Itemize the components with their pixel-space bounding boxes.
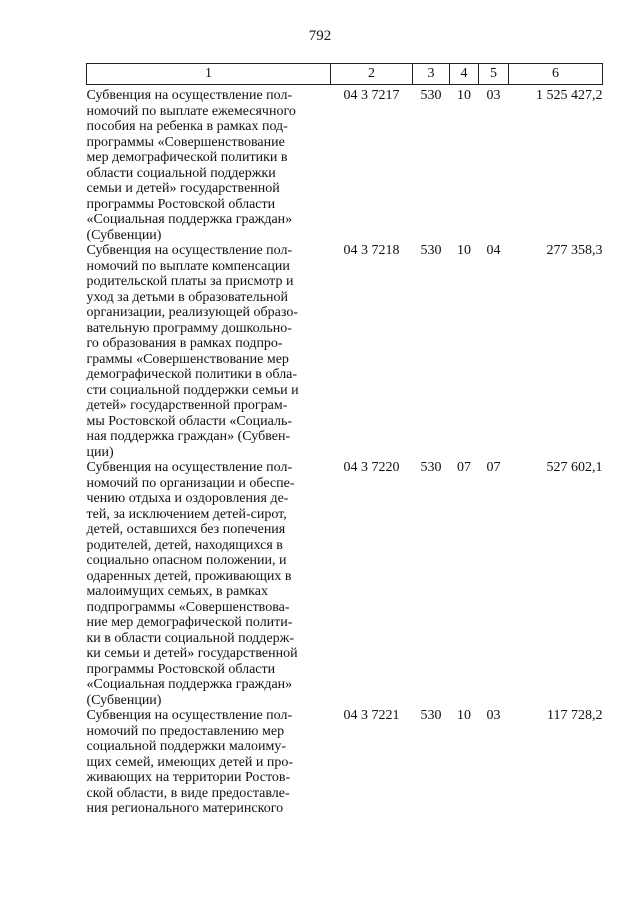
description-line: социально опасном положении, и	[86, 553, 287, 568]
description-line: пособия на ребенка в рамках под-	[86, 119, 288, 134]
column-header-4: 4	[450, 64, 479, 85]
row-section: 10	[457, 708, 471, 723]
row-target-code: 04 3 7221	[343, 708, 400, 723]
description-line: (Субвенции)	[86, 227, 162, 243]
row-section: 07	[457, 460, 471, 475]
row-description	[87, 460, 331, 708]
description-line: области социальной поддержки	[86, 165, 276, 181]
row-expense-type: 530	[420, 243, 442, 258]
description-line: программы «Совершенствование	[86, 134, 285, 150]
description-line: Субвенция на осуществление пол-	[86, 708, 293, 723]
row-subsection: 07	[486, 460, 501, 475]
column-header-1: 1	[87, 64, 331, 85]
table-row	[87, 708, 603, 817]
description-line: ки семьи и детей» государственной	[86, 646, 298, 661]
description-line: ки в области социальной поддерж-	[86, 630, 294, 646]
description-line: номочий по выплате компенсации	[86, 258, 290, 274]
row-description	[87, 243, 331, 460]
description-line: уход за детьми в образовательной	[86, 289, 288, 305]
row-target-code: 04 3 7220	[343, 460, 400, 475]
description-line: программы Ростовской области	[86, 661, 276, 677]
description-line: одаренных детей, проживающих в	[86, 568, 292, 584]
description-line: ния регионального материнского	[86, 801, 284, 816]
description-line: номочий по выплате ежемесячного	[86, 103, 296, 119]
description-line: родительской платы за присмотр и	[86, 274, 294, 289]
description-line: ции)	[86, 444, 114, 460]
row-amount: 1 525 427,2	[536, 88, 603, 103]
description-line: родителей, детей, находящихся в	[86, 537, 283, 553]
description-line: номочий по организации и обеспе-	[86, 475, 295, 491]
description-line: «Социальная поддержка граждан»	[86, 212, 293, 227]
row-amount: 117 728,2	[547, 708, 603, 723]
budget-table	[86, 63, 603, 817]
column-header-3: 3	[413, 64, 450, 85]
description-line: демографической политики в обла-	[86, 367, 298, 382]
description-line: ние мер демографической полити-	[86, 615, 293, 630]
table-row	[87, 88, 603, 243]
description-line: Субвенция на осуществление пол-	[86, 88, 293, 103]
description-line: детей» государственной програм-	[86, 398, 288, 413]
description-line: малоимущих семьях, в рамках	[86, 584, 268, 599]
description-line: социальной поддержки малоиму-	[86, 739, 287, 754]
description-line: Субвенция на осуществление пол-	[86, 243, 293, 258]
description-line: организации, реализующей образо-	[86, 305, 298, 320]
row-target-code: 04 3 7217	[343, 88, 400, 103]
row-target-code: 04 3 7218	[343, 243, 400, 258]
description-line: номочий по предоставлению мер	[86, 723, 285, 739]
description-line: чению отдыха и оздоровления де-	[86, 491, 289, 506]
row-description	[87, 708, 331, 817]
row-subsection: 03	[486, 708, 501, 723]
description-line: ная поддержка граждан» (Субвен-	[86, 429, 291, 444]
row-section: 10	[457, 243, 471, 258]
description-line: го образования в рамках подпро-	[86, 336, 283, 351]
description-line: программы Ростовской области	[86, 196, 276, 212]
row-subsection: 03	[486, 88, 501, 103]
table-row	[87, 460, 603, 708]
description-line: ской области, в виде предоставле-	[86, 785, 290, 801]
row-expense-type: 530	[420, 708, 442, 723]
description-line: граммы «Совершенствование мер	[86, 351, 289, 367]
table-header-row	[87, 64, 603, 85]
description-line: мер демографической политики в	[86, 150, 288, 165]
description-line: (Субвенции)	[86, 692, 162, 708]
row-subsection: 04	[486, 243, 501, 258]
column-header-5: 5	[479, 64, 509, 85]
description-line: сти социальной поддержки семьи и	[86, 382, 299, 398]
page-number: 792	[308, 28, 332, 44]
description-line: подпрограммы «Совершенствова-	[86, 599, 290, 615]
table-row	[87, 243, 603, 460]
description-line: живающих на территории Ростов-	[86, 770, 291, 785]
description-line: «Социальная поддержка граждан»	[86, 677, 293, 692]
column-header-2: 2	[331, 64, 413, 85]
row-amount: 527 602,1	[546, 460, 603, 475]
description-line: вательную программу дошкольно-	[86, 320, 292, 336]
description-line: тей, за исключением детей-сирот,	[86, 506, 287, 522]
row-section: 10	[457, 88, 471, 103]
description-line: Субвенция на осуществление пол-	[86, 460, 293, 475]
row-description	[87, 88, 331, 243]
description-line: щих семей, имеющих детей и про-	[86, 754, 294, 770]
description-line: детей, оставшихся без попечения	[86, 522, 286, 537]
column-header-6: 6	[509, 64, 603, 85]
row-amount: 277 358,3	[546, 243, 603, 258]
description-line: семьи и детей» государственной	[86, 181, 280, 196]
description-line: мы Ростовской области «Социаль-	[86, 413, 293, 429]
row-expense-type: 530	[420, 460, 442, 475]
row-expense-type: 530	[420, 88, 442, 103]
